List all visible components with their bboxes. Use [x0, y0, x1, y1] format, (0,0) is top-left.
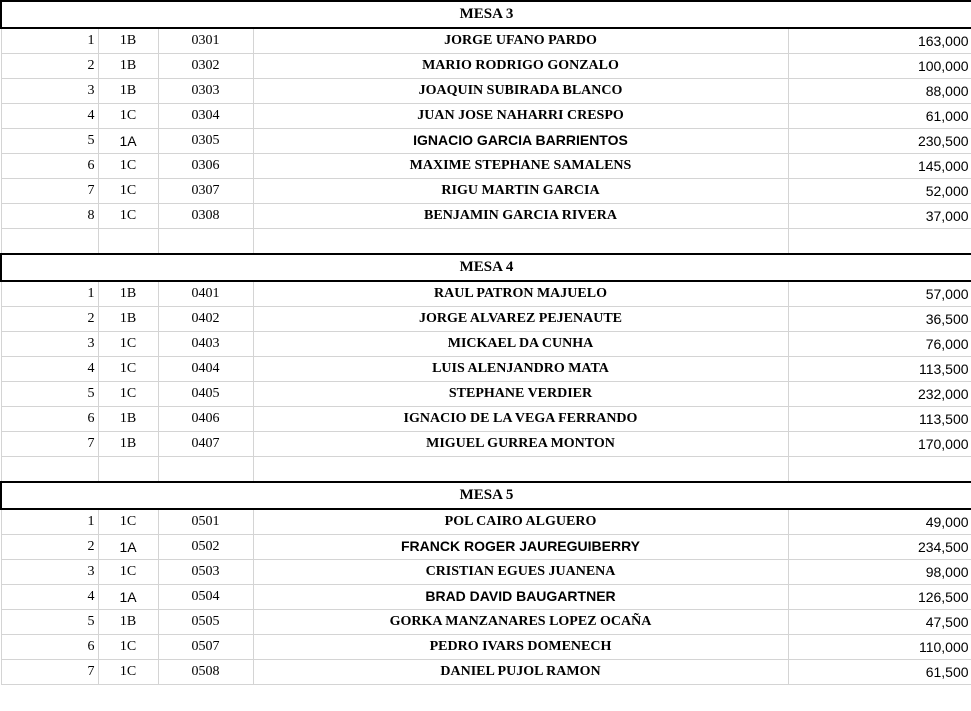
table-row — [1, 281, 971, 306]
empty-cell[interactable] — [158, 456, 253, 482]
table-row — [1, 534, 971, 559]
category-cell[interactable]: 1B — [98, 406, 158, 431]
score-cell[interactable]: 49,000 — [788, 509, 971, 534]
player-name-cell[interactable]: DANIEL PUJOL RAMON — [253, 659, 788, 684]
score-cell[interactable]: 170,000 — [788, 431, 971, 456]
code-cell[interactable]: 0502 — [158, 534, 253, 559]
score-cell[interactable]: 232,000 — [788, 381, 971, 406]
code-cell[interactable]: 0306 — [158, 153, 253, 178]
table-row — [1, 103, 971, 128]
code-cell[interactable]: 0305 — [158, 128, 253, 153]
code-cell[interactable]: 0307 — [158, 178, 253, 203]
section-header-row — [1, 482, 971, 509]
category-cell[interactable]: 1C — [98, 559, 158, 584]
blank-row — [1, 228, 971, 254]
table-row — [1, 53, 971, 78]
blank-row — [1, 456, 971, 482]
section-title[interactable]: MESA 3 — [1, 1, 971, 28]
category-cell[interactable]: 1C — [98, 178, 158, 203]
score-cell[interactable]: 57,000 — [788, 281, 971, 306]
category-cell[interactable]: 1B — [98, 53, 158, 78]
category-cell[interactable]: 1C — [98, 381, 158, 406]
row-number-cell[interactable]: 6 — [1, 634, 98, 659]
row-number-cell[interactable]: 3 — [1, 78, 98, 103]
row-number-cell[interactable]: 4 — [1, 356, 98, 381]
category-cell[interactable]: 1B — [98, 281, 158, 306]
category-cell[interactable]: 1B — [98, 431, 158, 456]
player-name-cell[interactable]: MARIO RODRIGO GONZALO — [253, 53, 788, 78]
player-name-cell[interactable]: LUIS ALENJANDRO MATA — [253, 356, 788, 381]
row-number-cell[interactable]: 4 — [1, 103, 98, 128]
player-name-cell[interactable]: IGNACIO GARCIA BARRIENTOS — [253, 128, 788, 153]
category-cell[interactable]: 1C — [98, 203, 158, 228]
empty-cell[interactable] — [98, 228, 158, 254]
table-row — [1, 356, 971, 381]
row-number-cell[interactable]: 7 — [1, 659, 98, 684]
row-number-cell[interactable]: 4 — [1, 584, 98, 609]
table-row — [1, 609, 971, 634]
empty-cell[interactable] — [788, 228, 971, 254]
category-cell[interactable]: 1B — [98, 78, 158, 103]
category-cell[interactable]: 1A — [98, 128, 158, 153]
category-cell[interactable]: 1B — [98, 28, 158, 53]
score-cell[interactable]: 113,500 — [788, 406, 971, 431]
row-number-cell[interactable]: 1 — [1, 28, 98, 53]
table-row — [1, 431, 971, 456]
category-cell[interactable]: 1A — [98, 584, 158, 609]
score-cell[interactable]: 61,000 — [788, 103, 971, 128]
player-name-cell[interactable]: RAUL PATRON MAJUELO — [253, 281, 788, 306]
table-row — [1, 634, 971, 659]
code-cell[interactable]: 0302 — [158, 53, 253, 78]
category-cell[interactable]: 1C — [98, 509, 158, 534]
player-name-cell[interactable]: STEPHANE VERDIER — [253, 381, 788, 406]
table-row — [1, 153, 971, 178]
row-number-cell[interactable]: 3 — [1, 559, 98, 584]
table-row — [1, 406, 971, 431]
category-cell[interactable]: 1B — [98, 609, 158, 634]
player-name-cell[interactable]: JORGE UFANO PARDO — [253, 28, 788, 53]
player-name-cell[interactable]: MICKAEL DA CUNHA — [253, 331, 788, 356]
table-row — [1, 28, 971, 53]
player-name-cell[interactable]: RIGU MARTIN GARCIA — [253, 178, 788, 203]
row-number-cell[interactable]: 3 — [1, 331, 98, 356]
category-cell[interactable]: 1C — [98, 356, 158, 381]
score-cell[interactable]: 88,000 — [788, 78, 971, 103]
table-row — [1, 659, 971, 684]
section-header-row — [1, 254, 971, 281]
table-row — [1, 381, 971, 406]
score-cell[interactable]: 37,000 — [788, 203, 971, 228]
code-cell[interactable]: 0402 — [158, 306, 253, 331]
player-name-cell[interactable]: MAXIME STEPHANE SAMALENS — [253, 153, 788, 178]
empty-cell[interactable] — [253, 456, 788, 482]
row-number-cell[interactable]: 6 — [1, 153, 98, 178]
code-cell[interactable]: 0404 — [158, 356, 253, 381]
empty-cell[interactable] — [253, 228, 788, 254]
score-cell[interactable]: 234,500 — [788, 534, 971, 559]
code-cell[interactable]: 0508 — [158, 659, 253, 684]
section-title[interactable]: MESA 4 — [1, 254, 971, 281]
code-cell[interactable]: 0304 — [158, 103, 253, 128]
score-cell[interactable]: 145,000 — [788, 153, 971, 178]
row-number-cell[interactable]: 2 — [1, 306, 98, 331]
player-name-cell[interactable]: BRAD DAVID BAUGARTNER — [253, 584, 788, 609]
player-name-cell[interactable]: JUAN JOSE NAHARRI CRESPO — [253, 103, 788, 128]
player-name-cell[interactable]: PEDRO IVARS DOMENECH — [253, 634, 788, 659]
score-cell[interactable]: 61,500 — [788, 659, 971, 684]
score-cell[interactable]: 52,000 — [788, 178, 971, 203]
code-cell[interactable]: 0504 — [158, 584, 253, 609]
player-name-cell[interactable]: IGNACIO DE LA VEGA FERRANDO — [253, 406, 788, 431]
row-number-cell[interactable]: 5 — [1, 128, 98, 153]
score-cell[interactable]: 113,500 — [788, 356, 971, 381]
empty-cell[interactable] — [788, 456, 971, 482]
table-row — [1, 128, 971, 153]
category-cell[interactable]: 1C — [98, 103, 158, 128]
score-cell[interactable]: 76,000 — [788, 331, 971, 356]
code-cell[interactable]: 0403 — [158, 331, 253, 356]
score-cell[interactable]: 47,500 — [788, 609, 971, 634]
row-number-cell[interactable]: 7 — [1, 178, 98, 203]
code-cell[interactable]: 0407 — [158, 431, 253, 456]
code-cell[interactable]: 0301 — [158, 28, 253, 53]
row-number-cell[interactable]: 7 — [1, 431, 98, 456]
score-cell[interactable]: 100,000 — [788, 53, 971, 78]
section-title[interactable]: MESA 5 — [1, 482, 971, 509]
table-row — [1, 306, 971, 331]
empty-cell[interactable] — [98, 456, 158, 482]
table-row — [1, 584, 971, 609]
row-number-cell[interactable]: 6 — [1, 406, 98, 431]
table-row — [1, 203, 971, 228]
player-name-cell[interactable]: GORKA MANZANARES LOPEZ OCAÑA — [253, 609, 788, 634]
row-number-cell[interactable]: 2 — [1, 534, 98, 559]
table-row — [1, 78, 971, 103]
category-cell[interactable]: 1C — [98, 331, 158, 356]
code-cell[interactable]: 0503 — [158, 559, 253, 584]
code-cell[interactable]: 0401 — [158, 281, 253, 306]
player-name-cell[interactable]: CRISTIAN EGUES JUANENA — [253, 559, 788, 584]
row-number-cell[interactable]: 1 — [1, 281, 98, 306]
code-cell[interactable]: 0405 — [158, 381, 253, 406]
table-row — [1, 331, 971, 356]
player-name-cell[interactable]: POL CAIRO ALGUERO — [253, 509, 788, 534]
row-number-cell[interactable]: 8 — [1, 203, 98, 228]
score-cell[interactable]: 110,000 — [788, 634, 971, 659]
empty-cell[interactable] — [158, 228, 253, 254]
category-cell[interactable]: 1C — [98, 153, 158, 178]
table-row — [1, 559, 971, 584]
code-cell[interactable]: 0507 — [158, 634, 253, 659]
player-name-cell[interactable]: JORGE ALVAREZ PEJENAUTE — [253, 306, 788, 331]
row-number-cell[interactable]: 5 — [1, 609, 98, 634]
section-header-row — [1, 1, 971, 28]
empty-cell[interactable] — [1, 228, 98, 254]
category-cell[interactable]: 1C — [98, 659, 158, 684]
player-name-cell[interactable]: JOAQUIN SUBIRADA BLANCO — [253, 78, 788, 103]
player-name-cell[interactable]: BENJAMIN GARCIA RIVERA — [253, 203, 788, 228]
score-cell[interactable]: 163,000 — [788, 28, 971, 53]
score-cell[interactable]: 36,500 — [788, 306, 971, 331]
empty-cell[interactable] — [1, 456, 98, 482]
code-cell[interactable]: 0308 — [158, 203, 253, 228]
row-number-cell[interactable]: 1 — [1, 509, 98, 534]
score-cell[interactable]: 98,000 — [788, 559, 971, 584]
code-cell[interactable]: 0501 — [158, 509, 253, 534]
category-cell[interactable]: 1A — [98, 534, 158, 559]
row-number-cell[interactable]: 2 — [1, 53, 98, 78]
code-cell[interactable]: 0303 — [158, 78, 253, 103]
player-name-cell[interactable]: FRANCK ROGER JAUREGUIBERRY — [253, 534, 788, 559]
category-cell[interactable]: 1B — [98, 306, 158, 331]
table-row — [1, 509, 971, 534]
row-number-cell[interactable]: 5 — [1, 381, 98, 406]
category-cell[interactable]: 1C — [98, 634, 158, 659]
score-cell[interactable]: 230,500 — [788, 128, 971, 153]
score-cell[interactable]: 126,500 — [788, 584, 971, 609]
table-row — [1, 178, 971, 203]
player-name-cell[interactable]: MIGUEL GURREA MONTON — [253, 431, 788, 456]
code-cell[interactable]: 0505 — [158, 609, 253, 634]
code-cell[interactable]: 0406 — [158, 406, 253, 431]
